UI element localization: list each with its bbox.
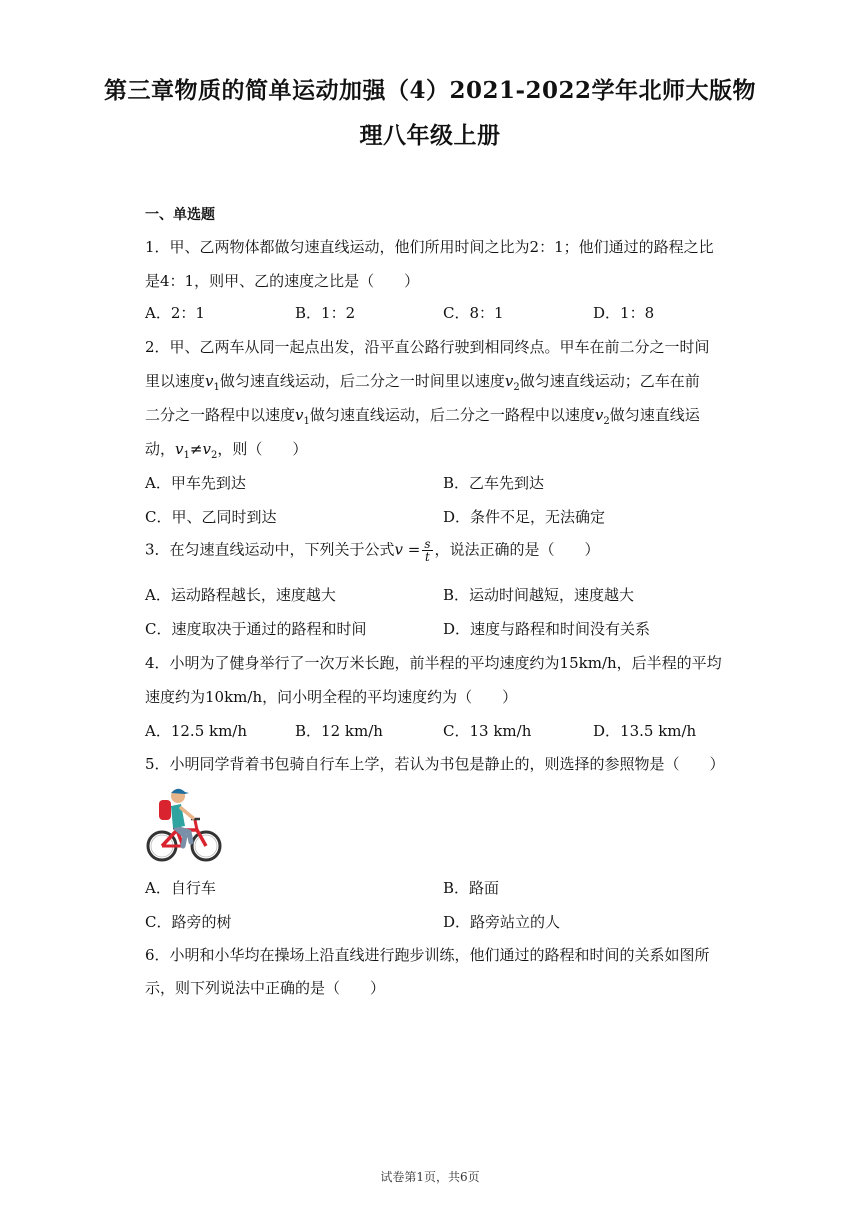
formula-numerator: s [424,537,431,551]
q3-text: ，说法正确的是（ ） [434,540,600,559]
q6-stem-line2: 示，则下列说法中正确的是（ ） [145,979,386,997]
q1-stem-line1: 1．甲、乙两物体都做匀速直线运动，他们所用时间之比为2：1；他们通过的路程之比 [145,238,714,256]
q2-text: 做匀速直线运 [609,406,700,424]
q4-stem-line2: 速度约为10km/h，问小明全程的平均速度约为（ ） [145,688,518,706]
subscript: 2 [513,382,520,393]
q2-stem-line1: 2．甲、乙两车从同一起点出发，沿平直公路行驶到相同终点。甲车在前二分之一时间 [145,338,710,356]
q2-stem-line3 [145,404,700,427]
q5-stem: 5．小明同学背着书包骑自行车上学，若认为书包是静止的，则选择的参照物是（ ） [145,755,725,773]
q5-option-d: D．路旁站立的人 [443,913,561,931]
q2-option-c: C．甲、乙同时到达 [145,508,277,526]
q3-stem [145,538,600,563]
v-symbol: v [202,440,211,458]
q4-option-a: A．12.5 km/h [145,722,248,740]
q1-option-c: C．8：1 [443,304,504,322]
q3-option-a: A．运动路程越长，速度越大 [145,586,336,604]
formula-fraction [422,538,432,563]
formula-lhs: v = [394,540,421,559]
q2-option-d: D．条件不足，无法确定 [443,508,606,526]
q3-option-d: D．速度与路程和时间没有关系 [443,620,651,638]
q4-option-b: B．12 km/h [295,722,383,740]
q2-option-b: B．乙车先到达 [443,474,545,492]
q1-option-a: A．2：1 [145,304,205,322]
v-symbol: v [295,406,304,424]
page-footer: 试卷第1页，共6页 [380,1170,480,1184]
q1-option-b: B．1：2 [295,304,356,322]
v-symbol: v [175,440,184,458]
subscript: 2 [210,450,218,461]
subscript: 1 [213,382,220,393]
backpack [159,800,171,820]
q1-stem-line2: 是4：1，则甲、乙的速度之比是（ ） [145,272,420,290]
q2-text: 做匀速直线运动；乙车在前 [519,372,700,390]
section-heading: 一、单选题 [145,207,215,223]
q2-stem-line2 [145,370,700,393]
q5-option-c: C．路旁的树 [145,913,232,931]
q3-text: 3．在匀速直线运动中，下列关于公式 [145,540,395,559]
page-title-line2: 理八年级上册 [359,122,501,149]
q2-text: ，则（ ） [217,440,308,458]
q2-text: 二分之一路程中以速度 [145,406,296,424]
v-symbol: v [205,372,214,390]
subscript: 1 [183,450,190,461]
subscript: 1 [303,416,310,427]
q3-option-b: B．运动时间越短，速度越大 [443,586,635,604]
cyclist-illustration [145,782,223,864]
q3-option-c: C．速度取决于通过的路程和时间 [145,620,367,638]
q4-option-d: D．13.5 km/h [593,722,697,740]
q5-option-a: A．自行车 [145,879,216,897]
q1-option-d: D．1：8 [593,304,655,322]
page-title-line1: 第三章物质的简单运动加强（4）2021-2022学年北师大版物 [103,77,757,104]
q2-stem-line4 [145,438,307,461]
q5-option-b: B．路面 [443,879,500,897]
q2-option-a: A．甲车先到达 [145,474,246,492]
q4-option-c: C．13 km/h [443,722,532,740]
q2-text: 里以速度 [145,372,206,390]
q2-text: 做匀速直线运动，后二分之一时间里以速度 [219,372,505,390]
formula-denominator: t [425,550,430,564]
q6-stem-line1: 6．小明和小华均在操场上沿直线进行跑步训练，他们通过的路程和时间的关系如图所 [145,946,710,964]
not-equal-sign: ≠ [189,440,203,458]
subscript: 2 [603,416,610,427]
v-symbol: v [504,372,514,390]
v-symbol: v [594,406,604,424]
rider [159,789,193,846]
q4-stem-line1: 4．小明为了健身举行了一次万米长跑，前半程的平均速度约为15km/h，后半程的平均 [145,654,722,672]
q2-text: 做匀速直线运动，后二分之一路程中以速度 [309,406,595,424]
q2-text: 动， [145,440,176,458]
